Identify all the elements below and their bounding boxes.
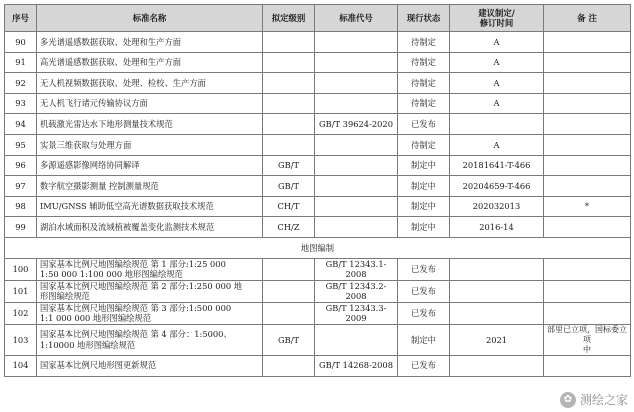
- table-header-row: [5, 5, 631, 32]
- cell-code: GB/T 12343.3-2009: [315, 302, 398, 324]
- cell-status: 已发布: [398, 114, 450, 135]
- cell-remark: [544, 258, 631, 280]
- header-seq: 序号: [5, 5, 37, 32]
- cell-name-line2: 1:50 000 1:100 000 地形图编绘规范: [40, 269, 183, 280]
- cell-level: [263, 302, 315, 324]
- cell-remark: *: [544, 196, 631, 217]
- cell-remark: [544, 93, 631, 114]
- cell-time: 20204659-T-466: [450, 176, 544, 197]
- wechat-icon: ✿: [560, 392, 576, 408]
- cell-remark: [544, 217, 631, 238]
- cell-name: 机载激光雷达水下地形测量技术规范: [37, 114, 263, 135]
- cell-code: [315, 73, 398, 94]
- cell-code: [315, 324, 398, 355]
- cell-level: [263, 114, 315, 135]
- cell-time: A: [450, 93, 544, 114]
- cell-name: IMU/GNSS 辅助低空高光谱数据获取技术规范: [37, 196, 263, 217]
- cell-remark: [544, 324, 631, 355]
- header-suggest-time: [450, 5, 544, 32]
- cell-time: A: [450, 134, 544, 155]
- cell-name: 实景三维获取与处理方面: [37, 134, 263, 155]
- cell-time: [450, 114, 544, 135]
- cell-status: 待制定: [398, 52, 450, 73]
- cell-status: 制定中: [398, 176, 450, 197]
- cell-remark: [544, 155, 631, 176]
- table-row: [5, 176, 631, 197]
- cell-code: [315, 32, 398, 53]
- cell-level: [263, 52, 315, 73]
- cell-status: 制定中: [398, 217, 450, 238]
- cell-level: [263, 280, 315, 302]
- table-row: [5, 52, 631, 73]
- table-row: [5, 324, 631, 355]
- cell-seq: 100: [5, 258, 37, 280]
- cell-code: [315, 93, 398, 114]
- cell-remark: [544, 176, 631, 197]
- cell-code: GB/T 12343.1-2008: [315, 258, 398, 280]
- cell-seq: 99: [5, 217, 37, 238]
- cell-status: 待制定: [398, 93, 450, 114]
- cell-status: 制定中: [398, 324, 450, 355]
- cell-seq: 104: [5, 355, 37, 376]
- section-row: [5, 237, 631, 258]
- cell-level: GB/T: [263, 155, 315, 176]
- cell-seq: 103: [5, 324, 37, 355]
- header-code: 标准代号: [315, 5, 398, 32]
- cell-time: A: [450, 73, 544, 94]
- cell-name: [37, 258, 263, 280]
- cell-remark: [544, 280, 631, 302]
- cell-status: 待制定: [398, 73, 450, 94]
- table-row: [5, 217, 631, 238]
- cell-time: [450, 280, 544, 302]
- cell-time: 2021: [450, 324, 544, 355]
- cell-code: GB/T 39624-2020: [315, 114, 398, 135]
- cell-seq: 91: [5, 52, 37, 73]
- cell-level: GB/T: [263, 176, 315, 197]
- cell-name: 无人机飞行诸元传输协议方面: [37, 93, 263, 114]
- cell-code: [315, 134, 398, 155]
- cell-seq: 101: [5, 280, 37, 302]
- table-row: [5, 73, 631, 94]
- cell-level: [263, 355, 315, 376]
- cell-remark: [544, 114, 631, 135]
- standards-table: [4, 4, 631, 377]
- cell-level: GB/T: [263, 324, 315, 355]
- cell-seq: 90: [5, 32, 37, 53]
- cell-remark-line2: 中: [583, 344, 591, 354]
- cell-name-line1: 国家基本比例尺地图编绘规范 第 4 部分：1:5000、: [40, 329, 232, 340]
- cell-name-line2: 1:1 000 000 地形图编绘规范: [40, 313, 152, 324]
- cell-status: 待制定: [398, 134, 450, 155]
- table-row: [5, 155, 631, 176]
- cell-level: [263, 93, 315, 114]
- cell-seq: 98: [5, 196, 37, 217]
- cell-name-line2: 1:10000 地形图编绘规范: [40, 339, 136, 350]
- cell-time: A: [450, 32, 544, 53]
- table-row: [5, 258, 631, 280]
- cell-time: 2016-14: [450, 217, 544, 238]
- cell-remark: [544, 134, 631, 155]
- table-row: [5, 134, 631, 155]
- cell-seq: 102: [5, 302, 37, 324]
- cell-level: [263, 258, 315, 280]
- cell-code: [315, 217, 398, 238]
- cell-level: [263, 32, 315, 53]
- cell-level: [263, 73, 315, 94]
- cell-code: [315, 52, 398, 73]
- cell-name-line1: 国家基本比例尺地图编绘规范 第 1 部分:1:25 000: [40, 258, 226, 269]
- cell-remark: [544, 32, 631, 53]
- cell-seq: 92: [5, 73, 37, 94]
- table-row: [5, 93, 631, 114]
- table-row: [5, 32, 631, 53]
- table-row: [5, 355, 631, 376]
- cell-time: [450, 355, 544, 376]
- cell-name: [37, 302, 263, 324]
- cell-name: 多光谱遥感数据获取、处理和生产方面: [37, 32, 263, 53]
- cell-seq: 94: [5, 114, 37, 135]
- cell-code: [315, 176, 398, 197]
- cell-status: 制定中: [398, 155, 450, 176]
- table-row: [5, 302, 631, 324]
- cell-seq: 96: [5, 155, 37, 176]
- cell-code: [315, 196, 398, 217]
- cell-name-line1: 国家基本比例尺地图编绘规范 第 2 部分:1:250 000 地: [40, 280, 243, 291]
- cell-remark: [544, 52, 631, 73]
- cell-code: GB/T 12343.2-2008: [315, 280, 398, 302]
- cell-code: [315, 155, 398, 176]
- cell-level: CH/Z: [263, 217, 315, 238]
- cell-seq: 95: [5, 134, 37, 155]
- section-title: 地图编制: [5, 237, 631, 258]
- cell-status: 已发布: [398, 258, 450, 280]
- cell-status: 待制定: [398, 32, 450, 53]
- cell-name-line1: 国家基本比例尺地图编绘规范 第 3 部分:1:500 000: [40, 302, 232, 313]
- cell-seq: 93: [5, 93, 37, 114]
- table-row: [5, 196, 631, 217]
- cell-seq: 97: [5, 176, 37, 197]
- cell-time: 20181641-T-466: [450, 155, 544, 176]
- cell-level: CH/T: [263, 196, 315, 217]
- header-status: 现行状态: [398, 5, 450, 32]
- cell-name: 国家基本比例尺地形图更新规范: [37, 355, 263, 376]
- header-level: 拟定级别: [263, 5, 315, 32]
- cell-remark: [544, 355, 631, 376]
- header-suggest-line1: 建议制定/: [478, 7, 515, 18]
- cell-name: 无人机视频数据获取、处理、检校、生产方面: [37, 73, 263, 94]
- cell-name: 湖泊水域面积及流域植被覆盖变化监测技术规范: [37, 217, 263, 238]
- cell-status: 已发布: [398, 280, 450, 302]
- header-remark: 备 注: [544, 5, 631, 32]
- cell-name-line2: 形图编绘规范: [40, 291, 90, 302]
- cell-level: [263, 134, 315, 155]
- watermark: [560, 391, 628, 408]
- cell-status: 制定中: [398, 196, 450, 217]
- cell-time: A: [450, 52, 544, 73]
- cell-name: 高光谱遥感数据获取、处理和生产方面: [37, 52, 263, 73]
- header-suggest-line2: 修订时间: [479, 18, 514, 28]
- cell-name: [37, 280, 263, 302]
- cell-name: [37, 324, 263, 355]
- cell-time: [450, 258, 544, 280]
- watermark-text: 测绘之家: [579, 393, 628, 407]
- header-name: 标准名称: [37, 5, 263, 32]
- cell-remark: [544, 302, 631, 324]
- cell-status: 已发布: [398, 302, 450, 324]
- cell-status: 已发布: [398, 355, 450, 376]
- cell-remark: [544, 73, 631, 94]
- table-row: [5, 114, 631, 135]
- cell-name: 多源遥感影像网络协同解译: [37, 155, 263, 176]
- cell-code: GB/T 14268-2008: [315, 355, 398, 376]
- cell-time: 202032013: [450, 196, 544, 217]
- cell-time: [450, 302, 544, 324]
- cell-name: 数字航空摄影测量 控制测量规范: [37, 176, 263, 197]
- table-row: [5, 280, 631, 302]
- cell-remark-line1: 部里已立项，国标委立项: [547, 324, 627, 344]
